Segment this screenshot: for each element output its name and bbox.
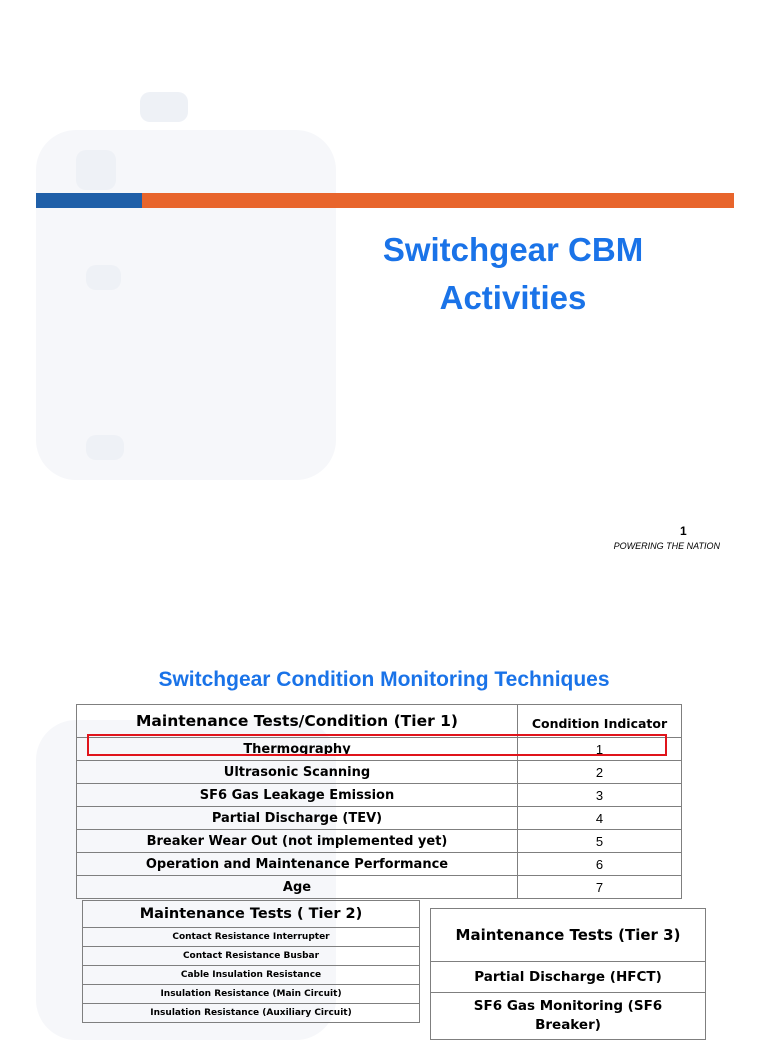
test-name: Partial Discharge (TEV) bbox=[77, 807, 518, 830]
table-row bbox=[77, 853, 682, 876]
test-name: Insulation Resistance (Auxiliary Circuit) bbox=[83, 1004, 420, 1023]
test-name: Insulation Resistance (Main Circuit) bbox=[83, 985, 420, 1004]
test-name: Cable Insulation Resistance bbox=[83, 966, 420, 985]
table-row bbox=[83, 985, 420, 1004]
table-row bbox=[431, 993, 706, 1040]
table-row bbox=[77, 761, 682, 784]
condition-indicator: 2 bbox=[518, 761, 682, 784]
slide-2 bbox=[0, 590, 768, 1033]
slide-title-line-2: Activities bbox=[439, 279, 587, 316]
header-bar-orange bbox=[142, 193, 734, 208]
tier3-table bbox=[430, 908, 706, 1040]
condition-indicator: 5 bbox=[518, 830, 682, 853]
highlight-box bbox=[87, 734, 667, 756]
test-name: Partial Discharge (HFCT) bbox=[431, 962, 706, 993]
table-row bbox=[77, 807, 682, 830]
test-name: SF6 Gas Monitoring (SF6 Breaker) bbox=[431, 993, 706, 1040]
test-name: Contact Resistance Busbar bbox=[83, 947, 420, 966]
tier1-header-test: Maintenance Tests/Condition (Tier 1) bbox=[77, 705, 518, 738]
test-name: Age bbox=[77, 876, 518, 899]
slide-title: Switchgear Condition Monitoring Techniques bbox=[158, 668, 610, 691]
test-name: SF6 Gas Leakage Emission bbox=[77, 784, 518, 807]
table-row bbox=[83, 928, 420, 947]
condition-indicator: 3 bbox=[518, 784, 682, 807]
page-number: 1 bbox=[680, 524, 687, 538]
tagline: POWERING THE NATION bbox=[613, 541, 720, 551]
tier2-header: Maintenance Tests ( Tier 2) bbox=[83, 901, 420, 928]
table-row bbox=[83, 947, 420, 966]
test-name: Contact Resistance Interrupter bbox=[83, 928, 420, 947]
table-row bbox=[83, 1004, 420, 1023]
slide-title-line-1: Switchgear CBM bbox=[382, 231, 644, 268]
table-row bbox=[77, 784, 682, 807]
tier3-header: Maintenance Tests (Tier 3) bbox=[431, 909, 706, 962]
test-name: Breaker Wear Out (not implemented yet) bbox=[77, 830, 518, 853]
condition-indicator: 4 bbox=[518, 807, 682, 830]
table-row bbox=[77, 830, 682, 853]
tier2-table bbox=[82, 900, 420, 1023]
condition-indicator: 7 bbox=[518, 876, 682, 899]
table-row bbox=[77, 876, 682, 899]
slide-title bbox=[340, 226, 686, 322]
condition-indicator: 1 bbox=[518, 738, 682, 761]
test-name: Operation and Maintenance Performance bbox=[77, 853, 518, 876]
tier1-header-indicator: Condition Indicator bbox=[518, 705, 682, 738]
condition-indicator: 6 bbox=[518, 853, 682, 876]
header-bar-blue bbox=[36, 193, 142, 208]
test-name: Thermography bbox=[77, 738, 518, 761]
test-name: Ultrasonic Scanning bbox=[77, 761, 518, 784]
table-row bbox=[431, 962, 706, 993]
watermark-logo bbox=[36, 130, 336, 480]
table-row bbox=[83, 966, 420, 985]
